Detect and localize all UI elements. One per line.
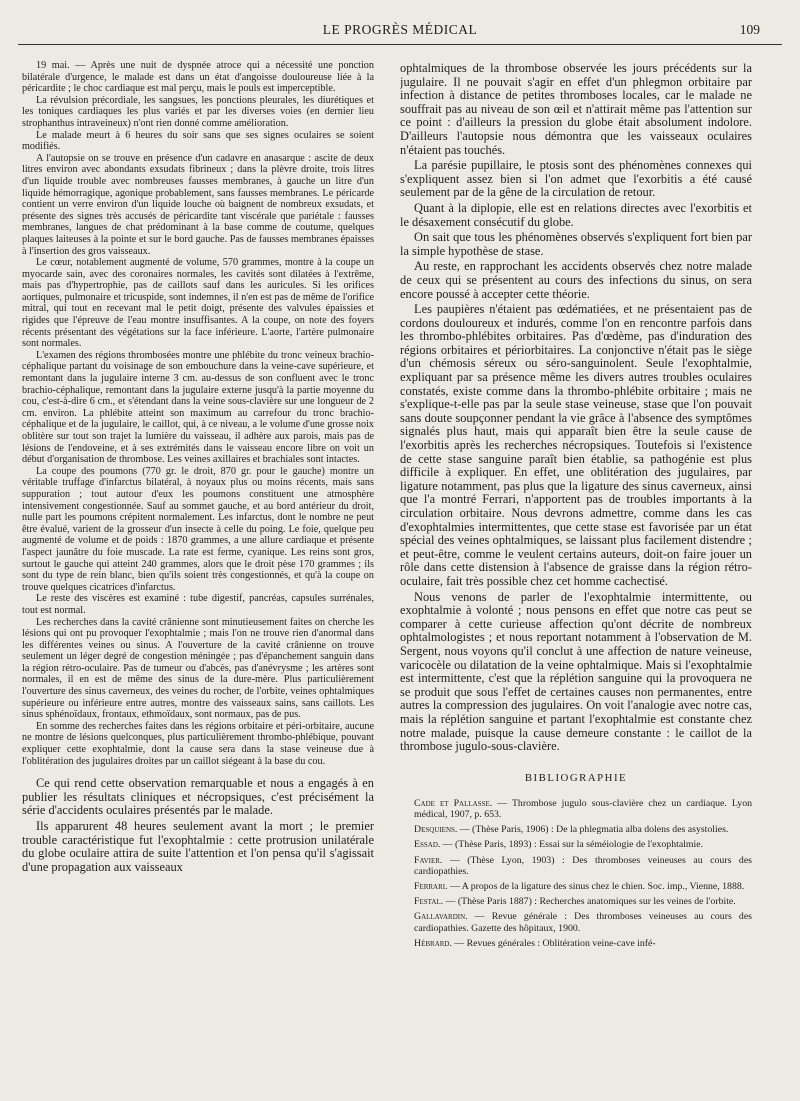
paragraph: Ce qui rend cette observation remarquable et nous a engagés à en publier les résultats cliniques et nécropsiques, c'est précisément la série d'accidents oculaires présentés par le malade.	[22, 776, 374, 818]
paragraph: Les paupières n'étaient pas œdématiées, et ne présentaient pas de cordons douloureux et indurés, comme l'on en rencontre parfois dans les thrombo-phlébites orbitaires. Pas d'œdème, pas d'induration des régions orbitaires et périorbitaires. La conjonctive n'était pas le siège d'un chémosis séreux ou séro-sanguinolent. Seule l'exophtalmie, expliquant par sa présence même les divers autres troubles oculaires constatés, existe comme dans la thrombo-phlébite orbitaire ; mais ne s'explique-t-elle pas par la seule stase veineuse, stase que l'on pouvait sans doute soupçonner pendant la vie grâce à l'absence des symptômes signalés plus haut, mais qui apparaît bien être la seule cause de l'exorbitis après les recherches nécropsiques. Toutefois si l'existence de cette stase sanguine paraît bien établie, sa pathogénie est plus difficile à expliquer. En effet, une oblitération des jugulaires, par ligature notamment, pas plus que la ligature des sinus caverneux, ainsi que l'a montré Ferrari, n'apportent pas de troubles importants à la circulation orbitaire. Nous devrons admettre, comme dans les cas d'exophtalmies intermittentes, que cette stase est favorisée par un état spécial des veines ophtalmiques, se laissant plus facilement distendre ; et peut-être, comme le veulent certains auteurs, doit-on faire jouer un rôle dans cette distension à l'absence de graisse dans la région rétro-oculaire, fait très possible chez cet homme cachectisé.	[400, 302, 752, 588]
bibliography-entry	[400, 881, 752, 892]
paragraph: En somme des recherches faites dans les régions orbitaire et péri-orbitaire, aucune ne montre de lésions quelconques, plus particulièrement thrombo-phlébique, pouvant expliquer cette exophtalmie, dont la cause sera dans la stase veineuse due à l'oblitération des jugulaires droites par un caillot siégeant à la base du cou.	[22, 720, 374, 767]
bib-author: Gallavardin.	[414, 911, 468, 923]
bib-text: — A propos de la ligature des sinus chez le chien. Soc. imp., Vienne, 1888.	[450, 880, 745, 892]
bib-author: Cade et Pallasse.	[414, 797, 493, 809]
bib-author: Desquiens.	[414, 824, 458, 836]
paragraph: La coupe des poumons (770 gr. le droit, 870 gr. pour le gauche) montre un véritable truffage d'infarctus bilatéral, à noyaux plus ou moins récents, mais sans suppuration ; tout autour d'eux les poumons constituent une atmosphère intensivement congestionnée. Sauf au sommet gauche, et au bord antérieur du droit, nulle part les poumons crépitent normalement. Les infarctus, dont le nombre ne peut être évalué, varient de la grosseur d'un insecte à celle du poing. Le foie, quelque peu augmenté de volume et de poids : 1870 grammes, a une allure cardiaque et présente l'aspect jaunâtre du foie muscade. La rate est ferme, cyanique. Les reins sont gros, surtout le gauche qui atteint 240 grammes, alors que le droit pèse 170 grammes ; ils sont du type de rein blanc, bien qu'ils soient très congestionnés, et qu'à la coupe on trouve quelques cicatrices d'infarctus.	[22, 465, 374, 593]
bib-text: — Revue générale : Des thromboses veineuses au cours des cardiopathies. Gazette des hôpitaux, 1900.	[414, 911, 752, 934]
right-column	[400, 60, 752, 1080]
bib-text: — (Thèse Lyon, 1903) : Des thromboses veineuses au cours des cardiopathies.	[414, 854, 752, 877]
paragraph: La parésie pupillaire, le ptosis sont des phénomènes connexes qui s'expliquent assez bien si l'on admet que l'exorbitis a été causé seulement par de la gêne de la circulation de retour.	[400, 158, 752, 200]
bib-author: Essad.	[414, 839, 441, 851]
running-title: LE PROGRÈS MÉDICAL	[322, 22, 478, 37]
page-number: 109	[739, 22, 760, 37]
bib-text: — (Thèse Paris 1887) : Recherches anatomiques sur les veines de l'orbite.	[445, 896, 736, 908]
discussion-continued	[400, 62, 752, 754]
page-header	[18, 22, 782, 45]
paragraph: ophtalmiques de la thrombose observée les jours précédents sur la jugulaire. Il ne pouvait s'agir en effet d'un phlegmon orbitaire par infection à distance de petites thromboses locales, car le malade ne souffrait pas au niveau de son œil et n'attirait même pas l'attention sur ce point : d'ailleurs la pression du globe était absolument indolore. D'ailleurs l'autopsie nous démontra que les vaisseaux oculaires n'étaient pas touchés.	[400, 61, 752, 157]
bibliography-entry	[400, 798, 752, 820]
paragraph: Ils apparurent 48 heures seulement avant la mort ; le premier trouble caractéristique fut l'exophtalmie : cette protrusion unilatérale du globe oculaire attira de suite l'attention et l'on pensa qu'il s'agissait d'une propagation aux vaisseaux	[22, 819, 374, 874]
paragraph: Le cœur, notablement augmenté de volume, 570 grammes, montre à la coupe un myocarde sain, avec des coronaires normales, les cavités sont dilatées à l'extrême, mais pas d'hypertrophie, pas de caillots sauf dans les auricules. Si les orifices aortiques, pulmonaire et tricuspide, sont indemnes, il n'en est pas de même de l'orifice mitral, qui tout en recevant mal le petit doigt, présente des valvules épaissies et rigides que l'épreuve de l'eau montre insuffisantes. A la coupe, on note des foyers récents présentant des végétations sur la face inférieure. L'aorte, l'artère pulmonaire sont normales.	[22, 257, 374, 350]
bib-text: — (Thèse Paris, 1906) : De la phlegmatia alba dolens des asystolies.	[459, 824, 729, 836]
paragraph: Le malade meurt à 6 heures du soir sans que ses signes oculaires se soient modifiés.	[22, 129, 374, 153]
bibliography-entry	[400, 839, 752, 850]
paragraph: Nous venons de parler de l'exophtalmie intermittente, ou exophtalmie à volonté ; nous pensons en effet que notre cas peut se comparer à cette curieuse affection qu'ont décrite de nombreux ophtalmologistes ; et nous reportant notamment à l'observation de M. Sergent, nous voyons qu'il conclut à une affection de nature veineuse, varicocèle ou dilatation de la veine ophtalmique. Mais si l'exophtalmie est intermittente, c'est que la réplétion sanguine qui la provoquera ne se produit que sous l'effet de certaines causes non permanentes, entre autres la compression des jugulaires. On voit l'analogie avec notre cas, mais la réplétion sanguine et partant l'exophtalmie est constante chez notre malade, puisque la cause demeure constante : le caillot de la thrombose jugulo-sous-clavière.	[400, 589, 752, 754]
bib-text: — (Thèse Paris, 1893) : Essai sur la séméiologie de l'exophtalmie.	[442, 839, 704, 851]
bibliography-entry	[400, 855, 752, 877]
bibliography-entry	[400, 896, 752, 907]
bib-author: Festal.	[414, 896, 444, 908]
left-column	[22, 60, 374, 1090]
bib-author: Ferrari.	[414, 880, 448, 892]
paragraph: La révulsion précordiale, les sangsues, les ponctions pleurales, les diurétiques et les toniques cardiaques les plus variés et par les diverses voies (en dernier lieu strophanthus intraveineux) n'ont rien donné comme amélioration.	[22, 94, 374, 129]
paragraph: A l'autopsie on se trouve en présence d'un cadavre en anasarque : ascite de deux litres environ avec abondants exsudats fibrineux ; dans la plèvre droite, trois litres d'un liquide trouble avec nombreuses fausses membranes, à gauche un litre d'un liquide hémorragique, agonique probablement, sans fausses membranes. Le péricarde contient un verre environ d'un liquide louche où baignent de nombreux exsudats, et présente des signes très accusés de péricardite tant viscérale que pariétale : fausses membranes, langues de chat prédominant à la base comme de coutume, quelques plaques laiteuses à la pointe et sur le bord gauche. Pas de fausses membranes épaisses à l'insertion des gros vaisseaux.	[22, 152, 374, 257]
bibliography-list	[400, 798, 752, 949]
discussion-text	[22, 777, 374, 874]
bib-author: Favier.	[414, 854, 443, 866]
paragraph: Au reste, en rapprochant les accidents observés chez notre malade de ceux qui se présentent au cours des infections du sinus, on sera encore poussé à accepter cette théorie.	[400, 259, 752, 301]
bibliography-heading: BIBLIOGRAPHIE	[524, 771, 628, 784]
observation-text	[22, 60, 374, 767]
paragraph: 19 mai. — Après une nuit de dyspnée atroce qui a nécessité une ponction bilatérale d'urgence, le malade est dans un état d'angoisse douloureuse liée à la péricardite ; le choc cardiaque est mal perçu, mais le pouls est imperceptible.	[22, 60, 374, 95]
paragraph: Les recherches dans la cavité crânienne sont minutieusement faites on cherche les lésions qui ont pu provoquer l'exophtalmie ; mais l'on ne trouve rien d'anormal dans les différentes veines ou sinus. A l'ouverture de la cavité crânienne on trouve seulement un léger degré de congestion méningée ; pas d'épanchement sanguin dans la région rétro-oculaire. Pas de tumeur ou d'abcès, pas d'anévrysme ; les artères sont normales, il en est de même des sinus de la dure-mère. Plus particulièrement l'ouverture des sinus caverneux, des veines du rocher, de l'orbite, veines ophtalmiques supérieure ou inférieure entre autres, montre des vaisseaux sains, sans caillots. Les sinus sphénoïdaux, frontaux, ethmoïdaux, sont normaux, pas de pus.	[22, 616, 374, 721]
bib-author: Hébrard.	[414, 937, 452, 949]
bibliography-entry	[400, 911, 752, 933]
bibliography-entry	[400, 824, 752, 835]
bib-text: — Revues générales : Oblitération veine-cave infé-	[454, 937, 656, 949]
bib-text: — Thrombose jugulo sous-clavière chez un cardiaque. Lyon médical, 1907, p. 653.	[414, 797, 752, 820]
paragraph: Le reste des viscères est examiné : tube digestif, pancréas, capsules surrénales, tout est normal.	[22, 593, 374, 616]
paragraph: Quant à la diplopie, elle est en relations directes avec l'exorbitis et le désaxement consécutif du globe.	[400, 200, 752, 229]
paragraph: On sait que tous les phénomènes observés s'expliquent fort bien par la simple hypothèse de stase.	[400, 230, 752, 258]
bibliography-entry	[400, 938, 752, 949]
paragraph: L'examen des régions thrombosées montre une phlébite du tronc veineux brachio-céphalique partant du voisinage de son embouchure dans la veine-cave supérieure, et remontant dans la jugulaire interne 3 cm. au-dessus de son confluent avec le tronc brachio-céphalique, remontant dans la jugulaire externe jusqu'à la partie moyenne du cou, c'est-à-dire 6 cm., et s'étendant dans la veine sous-clavière sur une longueur de 2 cm. environ. La phlébite atteint son maximum au carrefour du tronc brachio-céphalique et de la jugulaire, le caillot, qui, à ce niveau, a le volume d'une grosse noix oblitère sur tout son trajet la lumière du vaisseau, il adhère aux parois, mais pas de lésions de l'endoveine, et à ses extrémités dans le vaisseau encore libre on voit un début d'organisation de thrombose. Les veines axillaires et brachiales sont intactes.	[22, 349, 374, 466]
